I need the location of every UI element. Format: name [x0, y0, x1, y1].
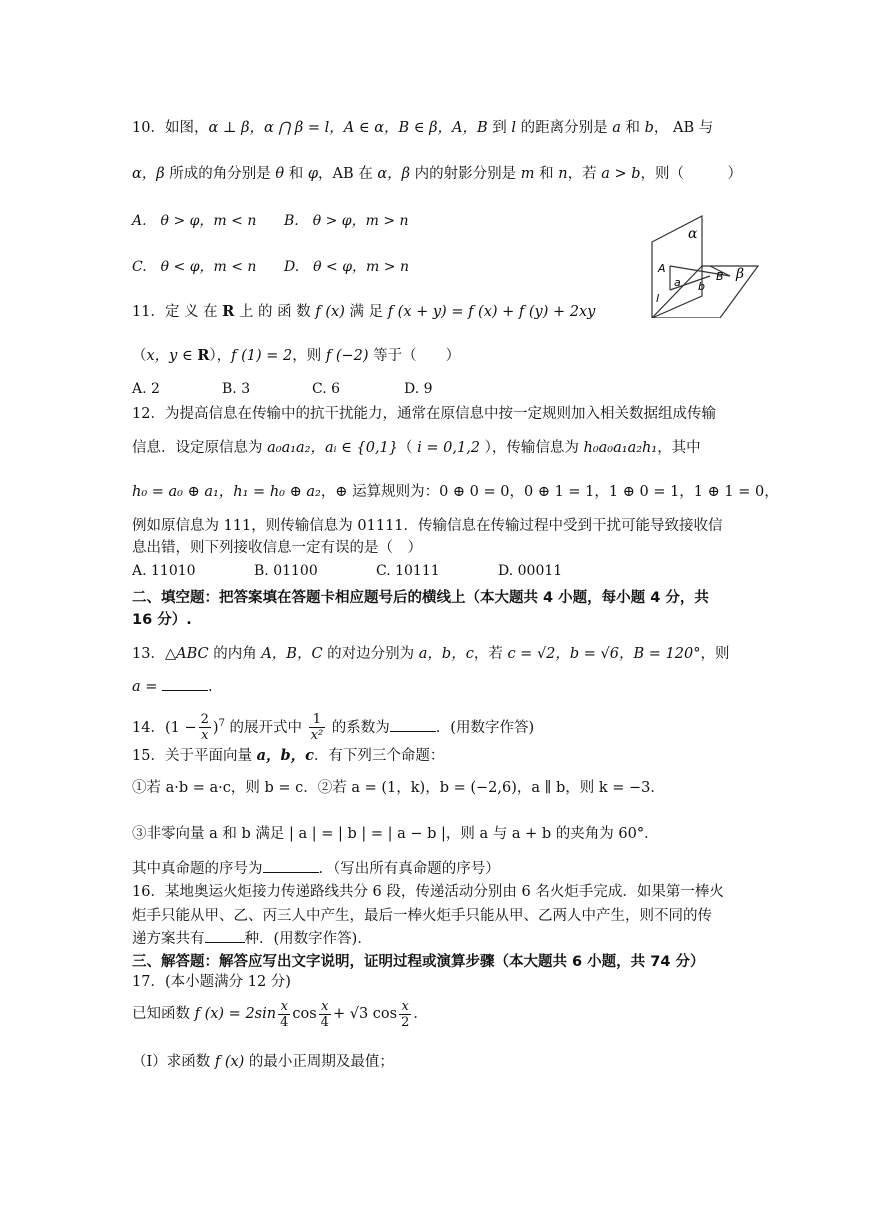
q17-frac1-num: x: [278, 999, 290, 1015]
q11-option-b: B. 3: [222, 381, 251, 397]
q13-triangle: △ABC: [164, 646, 209, 662]
q12-i: i = 0,1,2: [417, 440, 481, 456]
q14-answer-blank[interactable]: [390, 717, 436, 732]
q11-line2: [132, 346, 460, 366]
q14-number: 14．: [132, 719, 165, 736]
q14-fraction2: [309, 712, 326, 743]
q11-equation: f (x + y) = f (x) + f (y) + 2xy: [387, 304, 596, 320]
q16-text: 递方案共有: [132, 931, 205, 947]
q11-f1: f (1) = 2: [231, 348, 293, 364]
q17-frac3-num: x: [399, 999, 411, 1015]
q10-option-d: D. θ < φ，m > n: [284, 259, 409, 275]
q17-frac2-num: x: [319, 999, 331, 1015]
q15-line2: ①若 a·b = a·c，则 b = c．②若 a = (1，k)，b = (−2,6)，a ∥ b，则 k = −3．: [132, 780, 665, 796]
q12-line4: 例如原信息为 111，则传输信息为 01111．传输信息在传输过程中受到干扰可能导致接收信: [132, 518, 723, 534]
q17-text: ．: [413, 1006, 428, 1022]
q11-text: ），: [209, 348, 232, 364]
q12-text: ，⊕ 运算规则为：: [320, 484, 440, 500]
q10-text: 和: [284, 166, 308, 182]
q17-text: 已知函数: [132, 1006, 195, 1022]
q17-frac3-den: 2: [401, 1014, 410, 1030]
q11-text: 11．定 义 在: [132, 304, 223, 320]
q17-plus: + √3 cos: [332, 1006, 398, 1022]
q10-text: 到: [487, 120, 512, 136]
fig-label-a: a: [674, 276, 681, 289]
fig-label-b: b: [698, 280, 705, 293]
q17-line3: [132, 1052, 394, 1072]
q15-line3: ③非零向量 a 和 b 满足 | a | = | b | = | a − b |，则 a 与 a + b 的夹角为 60°．: [132, 826, 659, 842]
q11-R: R: [197, 347, 210, 364]
q12-line5: 息出错，则下列接收信息一定有误的是（ ）: [132, 540, 422, 556]
fig-label-l: l: [656, 292, 660, 305]
q12-text: ，其中: [657, 440, 701, 456]
q12-rules: 0 ⊕ 0 = 0，0 ⊕ 1 = 1，1 ⊕ 0 = 1，1 ⊕ 1 = 0，: [439, 484, 779, 500]
section2-heading-line2: 16 分）.: [132, 612, 192, 628]
q11-text: ，则: [292, 348, 326, 364]
q10-line2: [132, 164, 742, 184]
q10-option-a: A. θ > φ，m < n: [132, 213, 257, 229]
q12-line3: [132, 482, 779, 502]
q13-line1: [132, 644, 729, 664]
q14-line: [132, 706, 534, 746]
q13-answer-blank[interactable]: [162, 676, 208, 691]
q12-text: （: [398, 440, 418, 456]
q10-text: 和: [620, 120, 645, 136]
q15-vectors: a，b，c: [256, 747, 314, 764]
q11-text: 上 的 函 数: [234, 304, 316, 320]
q10-line1: [132, 118, 713, 138]
fig-label-B: B: [716, 270, 724, 283]
q11-xy: x，y: [146, 348, 178, 364]
q12-text: ），传输信息为: [480, 440, 584, 456]
q15-text: ．有下列三个命题：: [313, 748, 445, 764]
q17-func: f (x) = 2sin: [194, 1006, 277, 1022]
q10-planes: α，β: [132, 166, 165, 182]
q11-text: （: [132, 348, 147, 364]
q10-b: b: [644, 120, 654, 136]
q10-text: ， AB 与: [653, 120, 714, 136]
q12-line1: 12．为提高信息在传输中的抗干扰能力，通常在原信息中按一定规则加入相关数据组成传输: [132, 406, 716, 422]
q13-line2: a = .: [132, 676, 213, 697]
q14-text: 的展开式中: [224, 719, 307, 736]
q13-text: ，若: [473, 646, 508, 662]
q10-text: 和: [534, 166, 559, 182]
q10-l: l: [511, 120, 516, 136]
q17-line2: [132, 996, 428, 1032]
q14-fraction: [199, 712, 211, 743]
q13-answer-label: a =: [132, 679, 158, 695]
q10-figure: [650, 214, 760, 318]
q13-text: 的内角: [208, 646, 262, 662]
q11-text: 满 足: [344, 304, 388, 320]
q11-fm2: f (−2): [325, 348, 369, 364]
q14-text: ．(用数字作答): [435, 719, 535, 736]
q16-line1: 16．某地奥运火炬接力传递路线共分 6 段，传递活动分别由 6 名火炬手完成．如果第一棒火: [132, 884, 724, 900]
q14-power: 7: [218, 718, 225, 729]
section2-heading-line1: 二、填空题：把答案填在答题卡相应题号后的横线上（本大题共 4 小题，每小题 4 分，共: [132, 590, 709, 606]
q17-f: f (x): [214, 1054, 245, 1070]
q15-text: 15．关于平面向量: [132, 748, 257, 764]
q15-text: ．（写出所有真命题的序号）: [318, 861, 500, 877]
fig-label-beta: β: [736, 266, 745, 282]
q17-cos: cos: [292, 1006, 317, 1022]
q11-R: R: [222, 303, 235, 320]
q10-text: 所成的角分别是: [164, 166, 276, 182]
q10-n: n: [558, 166, 568, 182]
q17-frac1-den: 4: [280, 1014, 289, 1030]
q11-option-d: D. 9: [404, 381, 433, 397]
q17-frac2: [319, 999, 331, 1030]
q12-option-c: C. 10111: [376, 563, 440, 579]
q11-text: 等于（ ）: [368, 348, 461, 364]
q11-line1: [132, 302, 595, 322]
q12-math: h₀ = a₀ ⊕ a₁，h₁ = h₀ ⊕ a₂: [132, 484, 321, 500]
q10-a: a: [612, 120, 621, 136]
q12-option-b: B. 01100: [254, 563, 318, 579]
q11-option-c: C. 6: [312, 381, 341, 397]
q15-line1: [132, 746, 444, 766]
q13-angles: A，B，C: [261, 646, 323, 662]
q15-answer-blank[interactable]: [263, 858, 319, 873]
q12-text: 信息．设定原信息为: [132, 440, 268, 456]
q10-text: 内的射影分别是: [410, 166, 521, 182]
q10-planes: α，β: [377, 166, 411, 182]
q17-text: （Ⅰ）求函数: [132, 1054, 215, 1070]
q12-line2: [132, 438, 701, 458]
q11-option-a: A. 2: [132, 381, 160, 397]
q10-option-b: B. θ > φ，m > n: [284, 213, 409, 229]
fig-label-A: A: [658, 262, 666, 275]
q10-option-c: C. θ < φ，m < n: [132, 259, 257, 275]
q16-line3: [132, 928, 372, 949]
q14-frac2-den: x²: [310, 728, 324, 744]
q14-expr: (1 −: [164, 719, 197, 736]
q16-line2: 炬手只能从甲、乙、丙三人中产生，最后一棒火炬手只能从甲、乙两人中产生，则不同的传: [132, 908, 712, 924]
q13-text: ，则: [700, 646, 730, 662]
q14-frac-den: x: [201, 728, 209, 744]
q15-line4: [132, 858, 500, 879]
q10-text: 的距离分别是: [515, 120, 613, 136]
q12-option-a: A. 11010: [132, 563, 196, 579]
q10-condition: a > b: [601, 166, 641, 182]
q10-phi: φ: [307, 166, 319, 182]
q15-text: 其中真命题的序号为: [132, 861, 263, 877]
q13-sides: a，b，c: [418, 646, 474, 662]
q10-text: ，AB 在: [318, 166, 378, 182]
q10-text: ，若: [567, 166, 602, 182]
q11-text: ∈: [177, 348, 198, 364]
q10-theta: θ: [275, 166, 285, 182]
q16-answer-blank[interactable]: [205, 928, 245, 943]
q13-condition: c = √2，b = √6，B = 120°: [507, 646, 701, 662]
q12-h: h₀a₀a₁a₂h₁: [583, 440, 658, 456]
q17-line1: 17．(本小题满分 12 分): [132, 974, 291, 990]
q10-m: m: [520, 166, 535, 182]
q13-number: 13．: [132, 646, 165, 662]
q14-frac2-num: 1: [309, 712, 326, 728]
q14-expr: ): [212, 719, 219, 736]
q10-number: 10．如图，: [132, 120, 209, 136]
q12-math: a₀a₁a₂，aᵢ ∈ {0,1}: [267, 440, 399, 456]
q12-option-d: D. 00011: [498, 563, 563, 579]
section3-heading: 三、解答题：解答应写出文字说明，证明过程或演算步骤（本大题共 6 小题，共 74 分）: [132, 954, 705, 970]
q16-text: 种．(用数字作答)．: [244, 931, 372, 947]
q10-text: ，则（ ）: [640, 166, 742, 182]
q17-frac2-den: 4: [320, 1014, 329, 1030]
q17-text: 的最小正周期及最值；: [244, 1054, 394, 1070]
q17-frac1: [278, 999, 290, 1030]
q11-f: f (x): [315, 304, 345, 320]
q13-text: 的对边分别为: [322, 646, 419, 662]
q10-math: α ⊥ β，α ⋂ β = l，A ∈ α，B ∈ β，A，B: [208, 120, 488, 136]
q14-text: 的系数为: [327, 719, 390, 736]
q14-frac-num: 2: [200, 712, 209, 728]
fig-label-alpha: α: [688, 226, 698, 242]
q17-frac3: [399, 999, 411, 1030]
